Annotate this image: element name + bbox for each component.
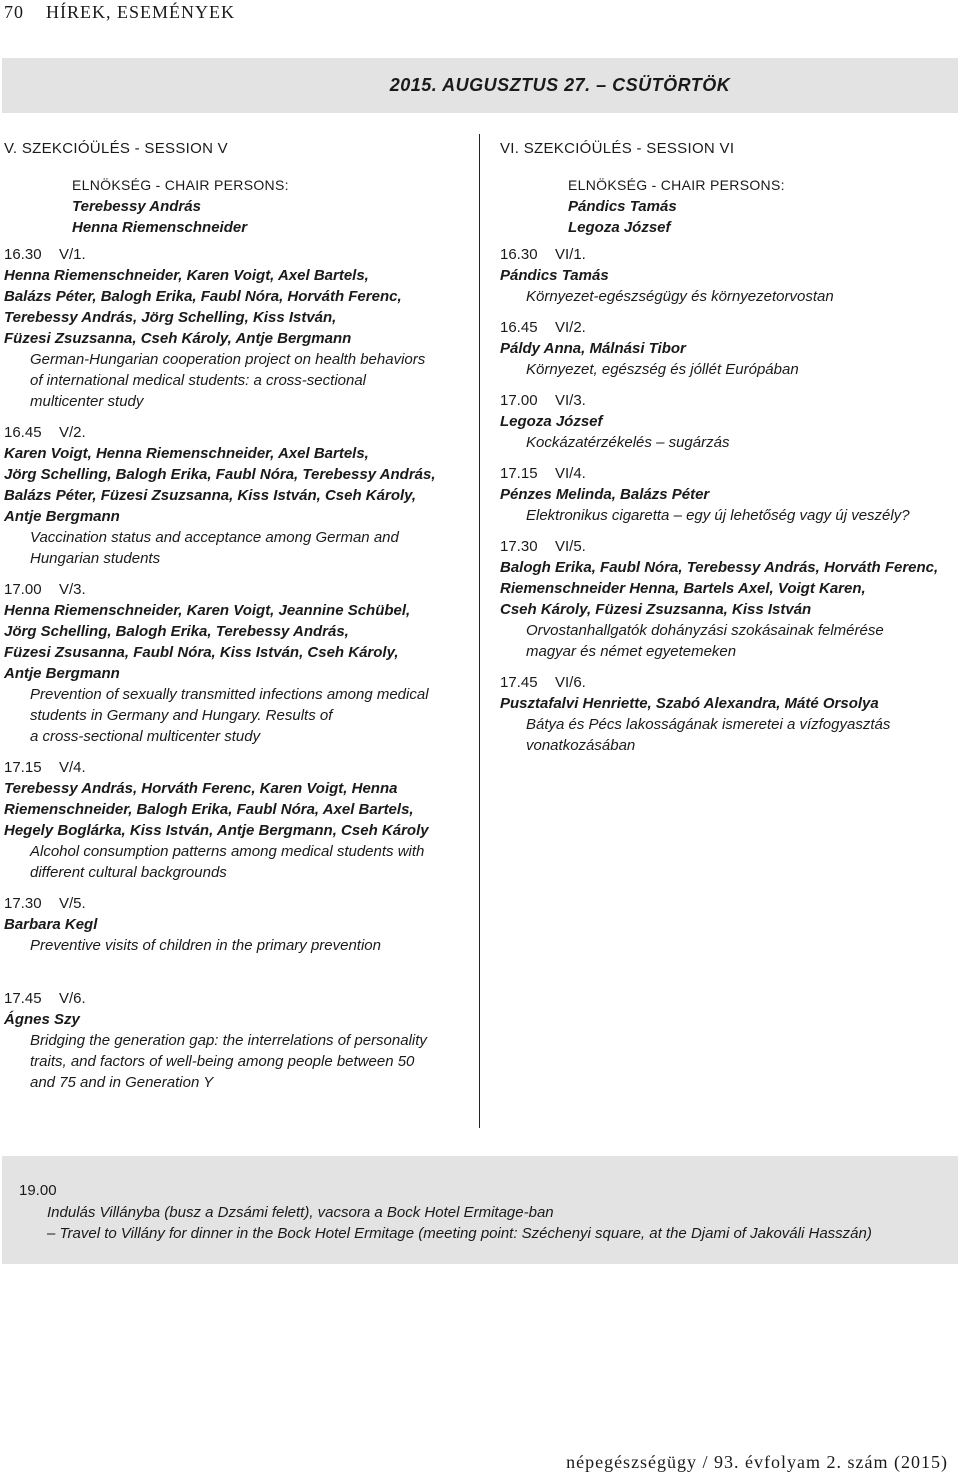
author-line: Antje Bergmann xyxy=(4,508,120,525)
title-line: multicenter study xyxy=(30,393,144,410)
talk-authors xyxy=(4,600,474,684)
talk-authors: Páldy Anna, Málnási Tibor xyxy=(500,340,686,357)
talk-code: V/2. xyxy=(59,424,86,441)
session-vi-title: VI. SZEKCIÓÜLÉS - SESSION VI xyxy=(500,140,735,157)
title-line: Bátya és Pécs lakosságának ismeretei a vízfogyasztás xyxy=(526,716,891,733)
talk-authors xyxy=(4,265,474,349)
author-line: Füzesi Zsusanna, Faubl Nóra, Kiss István, Cseh Károly, xyxy=(4,644,399,661)
talk-title xyxy=(4,684,474,747)
talk-vi6 xyxy=(500,672,955,756)
chair-name: Legoza József xyxy=(568,219,671,236)
spacer xyxy=(4,966,474,988)
title-line: of international medical students: a cross-sectional xyxy=(30,372,367,389)
talk-title xyxy=(4,935,474,956)
page-number: 70 xyxy=(4,2,24,22)
evening-program-banner xyxy=(2,1156,958,1264)
talk-code: VI/3. xyxy=(555,392,586,409)
talk-title: Környezet, egészség és jóllét Európában xyxy=(526,361,799,378)
talk-code: VI/6. xyxy=(555,674,586,691)
author-line: Terebessy András, Jörg Schelling, Kiss István, xyxy=(4,309,337,326)
title-line: a cross-sectional multicenter study xyxy=(30,728,261,745)
talk-authors: Pusztafalvi Henriette, Szabó Alexandra, Máté Orsolya xyxy=(500,695,879,712)
talk-time: 17.00 xyxy=(4,581,42,598)
talk-title: Elektronikus cigaretta – egy új lehetőség vagy új veszély? xyxy=(526,507,910,524)
author-line: Ágnes Szy xyxy=(4,1011,80,1028)
section-name: HÍREK, ESEMÉNYEK xyxy=(46,2,235,22)
talk-code: V/5. xyxy=(59,895,86,912)
title-line: and 75 and in Generation Y xyxy=(30,1074,214,1091)
journal-footer: népegészségügy / 93. évfolyam 2. szám (2015) xyxy=(566,1452,948,1472)
author-line: Füzesi Zsuzsanna, Cseh Károly, Antje Bergmann xyxy=(4,330,352,347)
title-line: Preventive visits of children in the primary prevention xyxy=(30,937,381,954)
talk-time: 17.30 xyxy=(4,895,42,912)
author-line: Riemenschneider, Balogh Erika, Faubl Nóra, Axel Bartels, xyxy=(4,801,414,818)
evening-line-en: – Travel to Villány for dinner in the Bock Hotel Ermitage (meeting point: Széchenyi square, at the Djami of Jakováli Hasszán) xyxy=(47,1225,872,1242)
talk-time: 16.45 xyxy=(4,424,42,441)
talk-authors xyxy=(4,443,474,527)
talk-vi2 xyxy=(500,317,955,380)
talk-v3 xyxy=(4,579,474,747)
chair-label: ELNÖKSÉG - CHAIR PERSONS: xyxy=(72,177,289,193)
author-line: Henna Riemenschneider, Karen Voigt, Jeannine Schübel, xyxy=(4,602,411,619)
title-line: Bridging the generation gap: the interrelations of personality xyxy=(30,1032,427,1049)
talk-title xyxy=(4,841,474,883)
talk-v4 xyxy=(4,757,474,883)
author-line: Antje Bergmann xyxy=(4,665,120,682)
session-v-column xyxy=(4,138,474,1103)
talk-time: 17.45 xyxy=(500,674,538,691)
talk-code: V/6. xyxy=(59,990,86,1007)
talk-time: 17.30 xyxy=(500,538,538,555)
author-line: Balogh Erika, Faubl Nóra, Terebessy András, Horváth Ferenc, xyxy=(500,559,939,576)
author-line: Hegely Boglárka, Kiss István, Antje Bergmann, Cseh Károly xyxy=(4,822,429,839)
title-line: Prevention of sexually transmitted infections among medical xyxy=(30,686,429,703)
talk-authors: Pénzes Melinda, Balázs Péter xyxy=(500,486,710,503)
talk-code: VI/4. xyxy=(555,465,586,482)
date-banner xyxy=(2,58,958,113)
talk-time: 17.15 xyxy=(500,465,538,482)
session-vi-chairs xyxy=(568,175,955,238)
talk-title xyxy=(4,1030,474,1093)
title-line: magyar és német egyetemeken xyxy=(526,643,737,660)
author-line: Karen Voigt, Henna Riemenschneider, Axel Bartels, xyxy=(4,445,369,462)
chair-name: Pándics Tamás xyxy=(568,198,677,215)
talk-vi1 xyxy=(500,244,955,307)
talk-title: Kockázatérzékelés – sugárzás xyxy=(526,434,730,451)
talk-authors xyxy=(4,1009,474,1030)
talk-vi4 xyxy=(500,463,955,526)
talk-authors: Legoza József xyxy=(500,413,603,430)
talk-title xyxy=(4,349,474,412)
talk-time: 16.30 xyxy=(4,246,42,263)
author-line: Jörg Schelling, Balogh Erika, Terebessy András, xyxy=(4,623,349,640)
author-line: Balázs Péter, Füzesi Zsuzsanna, Kiss István, Cseh Károly, xyxy=(4,487,417,504)
talk-title xyxy=(4,527,474,569)
talk-authors xyxy=(4,914,474,935)
title-line: students in Germany and Hungary. Results of xyxy=(30,707,333,724)
session-v-title: V. SZEKCIÓÜLÉS - SESSION V xyxy=(4,140,228,157)
author-line: Terebessy András, Horváth Ferenc, Karen Voigt, Henna xyxy=(4,780,398,797)
title-line: Orvostanhallgatók dohányzási szokásainak felmérése xyxy=(526,622,884,639)
talk-vi3 xyxy=(500,390,955,453)
column-divider xyxy=(479,134,480,1128)
date-heading: 2015. AUGUSZTUS 27. – CSÜTÖRTÖK xyxy=(389,75,731,95)
chair-label: ELNÖKSÉG - CHAIR PERSONS: xyxy=(568,177,785,193)
author-line: Balázs Péter, Balogh Erika, Faubl Nóra, Horváth Ferenc, xyxy=(4,288,402,305)
talk-authors: Pándics Tamás xyxy=(500,267,609,284)
talk-code: V/3. xyxy=(59,581,86,598)
title-line: traits, and factors of well-being among people between 50 xyxy=(30,1053,415,1070)
title-line: Hungarian students xyxy=(30,550,161,567)
evening-line-hu: Indulás Villányba (busz a Dzsámi felett), vacsora a Bock Hotel Ermitage-ban xyxy=(47,1204,554,1221)
talk-time: 17.00 xyxy=(500,392,538,409)
author-line: Jörg Schelling, Balogh Erika, Faubl Nóra, Terebessy András, xyxy=(4,466,436,483)
talk-code: VI/1. xyxy=(555,246,586,263)
author-line: Riemenschneider Henna, Bartels Axel, Voigt Karen, xyxy=(500,580,866,597)
talk-title xyxy=(500,714,955,756)
evening-time: 19.00 xyxy=(19,1182,57,1199)
author-line: Cseh Károly, Füzesi Zsuzsanna, Kiss István xyxy=(500,601,812,618)
talk-time: 17.45 xyxy=(4,990,42,1007)
title-line: Alcohol consumption patterns among medical students with xyxy=(30,843,425,860)
author-line: Barbara Kegl xyxy=(4,916,98,933)
talk-v1 xyxy=(4,244,474,412)
talk-time: 16.45 xyxy=(500,319,538,336)
talk-authors xyxy=(500,557,955,620)
talk-v6 xyxy=(4,988,474,1093)
talk-code: VI/2. xyxy=(555,319,586,336)
talk-code: V/1. xyxy=(59,246,86,263)
session-vi-column xyxy=(500,138,955,766)
talk-title xyxy=(500,620,955,662)
talk-time: 16.30 xyxy=(500,246,538,263)
session-v-chairs xyxy=(72,175,474,238)
chair-name: Henna Riemenschneider xyxy=(72,219,248,236)
title-line: German-Hungarian cooperation project on health behaviors xyxy=(30,351,426,368)
talk-title: Környezet-egészségügy és környezetorvostan xyxy=(526,288,834,305)
talk-vi5 xyxy=(500,536,955,662)
talk-time: 17.15 xyxy=(4,759,42,776)
talk-v2 xyxy=(4,422,474,569)
chair-name: Terebessy András xyxy=(72,198,201,215)
title-line: different cultural backgrounds xyxy=(30,864,227,881)
talk-authors xyxy=(4,778,474,841)
running-head xyxy=(4,2,235,23)
author-line: Henna Riemenschneider, Karen Voigt, Axel Bartels, xyxy=(4,267,369,284)
talk-v5 xyxy=(4,893,474,956)
title-line: Vaccination status and acceptance among German and xyxy=(30,529,399,546)
title-line: vonatkozásában xyxy=(526,737,636,754)
talk-code: VI/5. xyxy=(555,538,586,555)
talk-code: V/4. xyxy=(59,759,86,776)
